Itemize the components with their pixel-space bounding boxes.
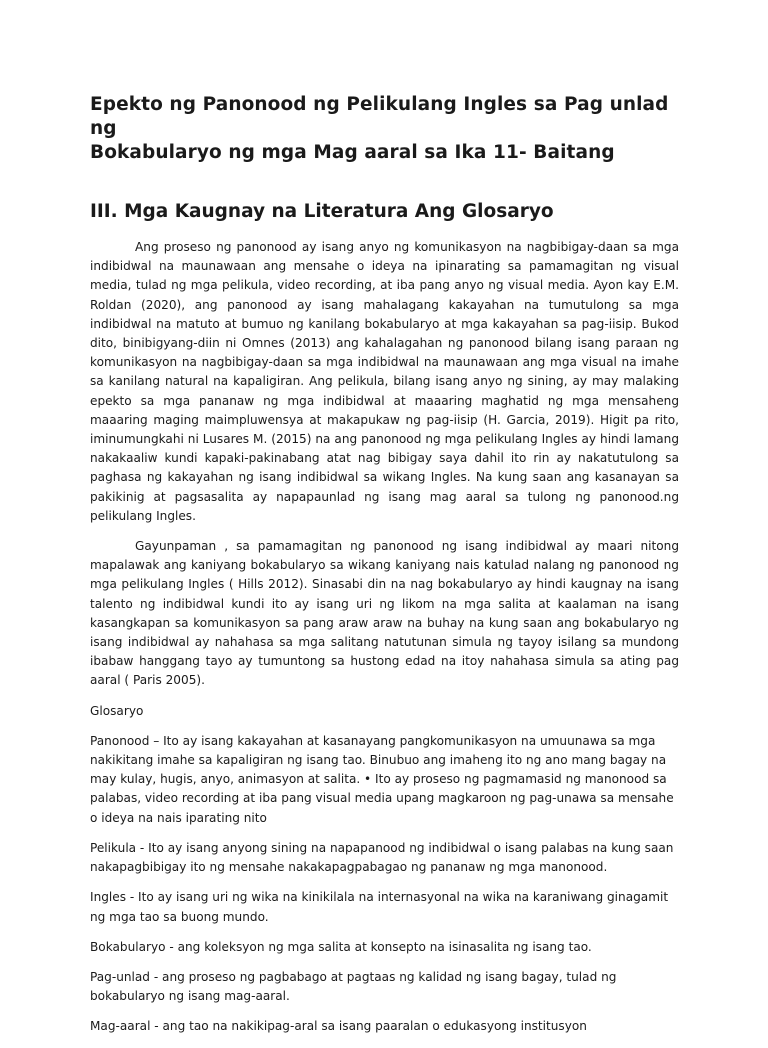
document-title-line-1: Epekto ng Panonood ng Pelikulang Ingles sa Pag unlad ng	[90, 94, 669, 139]
glossary-entry-panonood: Panonood – Ito ay isang kakayahan at kasanayang pangkomunikasyon na umuunawa sa mga nakikitang imahe sa kapaligiran ng isang tao. Binubuo ang imaheng ito ng ano mang bagay na may kulay, hugis, anyo, animasyon at salita. • Ito ay proseso ng pagmamasid ng manonood sa palabas, video recording at iba pang visual media upang magkaroon ng pag-unawa sa mensahe o ideya na nais iparating nito	[90, 733, 674, 825]
glossary-entry-mag-aaral: Mag-aaral - ang tao na nakikipag-aral sa isang paaralan o edukasyong institusyon	[90, 1019, 587, 1034]
body-paragraph-1: Ang proseso ng panonood ay isang anyo ng komunikasyon na nagbibigay-daan sa mga indibidwal na maunawaan ang mensahe o ideya na ipinarating sa pamamagitan ng visual media, tulad ng mga pelikula, video recording, at iba pang anyo ng visual media. Ayon kay E.M. Roldan (2020), ang panonood ay isang mahalagang kakayahan na tumutulong sa mga indibidwal na matuto at bumuo ng kanilang bokabularyo at mga kakayahan sa pag-iisip. Bukod dito, binibigyang-diin ni Omnes (2013) ang kahalagahan ng panonood bilang isang paraan ng komunikasyon na nagbibigay-daan sa mga indibidwal na maunawaan ang mga visual na imahe sa kanilang natural na kapaligiran. Ang pelikula, bilang isang anyo ng sining, ay may malaking epekto sa mga pananaw ng mga indibidwal at maaaring maghatid ng mga mensaheng maaaring maging maimpluwensya at makapukaw ng pag-iisip (H. Garcia, 2019). Higit pa rito, iminumungkahi ni Lusares M. (2015) na ang panonood ng mga pelikulang Ingles ay hindi lamang nakakaaliw kundi kapaki-pakinabang atat nag bibigay saya dahil ito rin ay nakatutulong sa paghasa ng kakayahan ng isang indibidwal sa wikang Ingles. Na kung saan ang kasanayan sa pakikinig at pagsasalita ay napapaunlad ng isang mag aaral sa tulong ng panonood.ng pelikulang Ingles.	[90, 240, 679, 523]
glossary-entry-pelikula: Pelikula - Ito ay isang anyong sining na napapanood ng indibidwal o isang palabas na kung saan nakapagbibigay ito ng mensahe nakakapagpabagao ng pananaw ng mga manonood.	[90, 840, 674, 875]
glossary-entry-pag-unlad: Pag-unlad - ang proseso ng pagbabago at pagtaas ng kalidad ng isang bagay, tulad ng bokabularyo ng isang mag-aaral.	[90, 969, 617, 1004]
document-title-line-2: Bokabularyo ng mga Mag aaral sa Ika 11- Baitang	[90, 142, 615, 163]
body-paragraph-2: Gayunpaman , sa pamamagitan ng panonood ng isang indibidwal ay maari nitong mapalawak ang kaniyang bokabularyo sa wikang kaniyang nais katulad nalang ng panonood ng mga pelikulang Ingles ( Hills 2012). Sinasabi din na nag bokabularyo ay hindi kaugnay na isang talento ng indibidwal kundi ito ay isang uri ng likom na mga salita at kaalaman na isang kasangkapan sa komunikasyon sa pang araw araw na buhay na kung saan ang bokabularyo ng isang indibidwal ay nahahasa sa mga salitang natutunan simula ng tayoy isilang sa mundong ibabaw hanggang tayo ay tumuntong sa hustong edad na itoy nahahasa simula sa ating pag aaral ( Paris 2005).	[90, 539, 679, 688]
glossary-label: Glosaryo	[90, 703, 144, 718]
document-title	[90, 93, 679, 165]
glossary-entry-bokabularyo: Bokabularyo - ang koleksyon ng mga salita at konsepto na isinasalita ng isang tao.	[90, 939, 592, 954]
glossary-entry-ingles: Ingles - Ito ay isang uri ng wika na kinikilala na internasyonal na wika na karaniwang ginagamit ng mga tao sa buong mundo.	[90, 890, 669, 924]
document-page	[90, 93, 679, 1048]
section-heading: III. Mga Kaugnay na Literatura Ang Glosaryo	[90, 201, 554, 222]
